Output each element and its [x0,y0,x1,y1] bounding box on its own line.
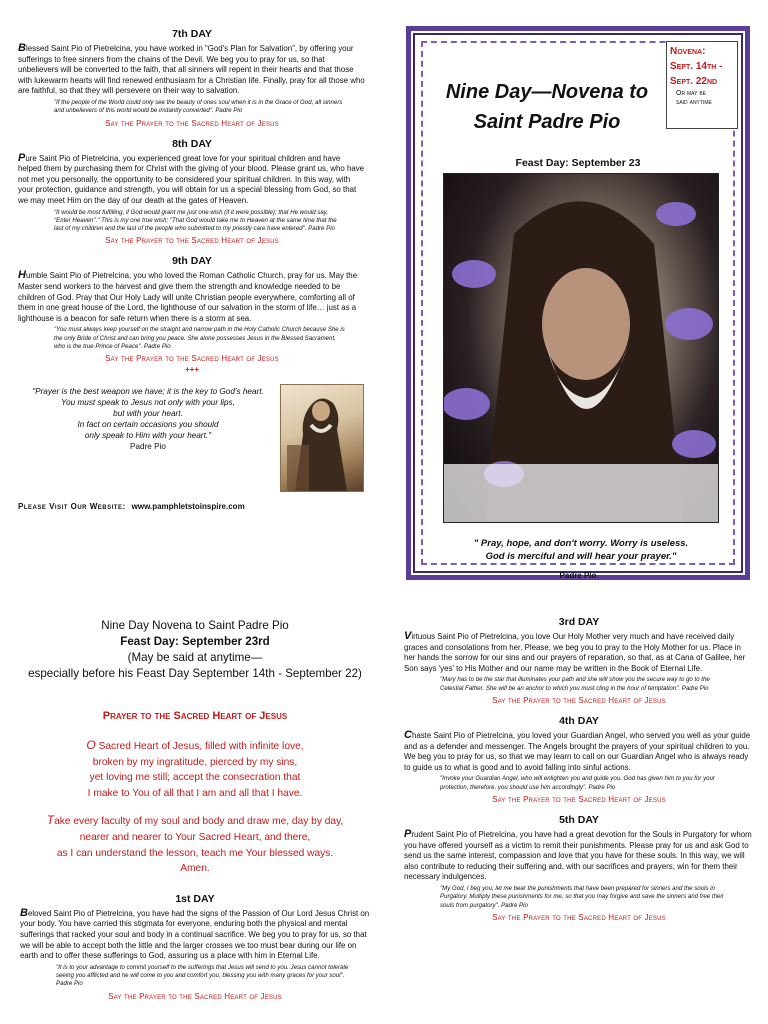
cover-quote-author: Padre Pio [559,571,597,580]
padre-pio-portrait [443,173,719,523]
day-5-heading: 5th DAY [559,813,599,826]
day-3-heading: 3rd DAY [558,616,600,628]
novena-end-date: Sept. 22nd [670,76,718,87]
day-1-quote: "It is to your advantage to commit yourself to the sufferings that Jesus will send to you. Jesus cannot tolerate seeing you afflicted and he will come to you and comfort you, blessing you with many graces for your soul". Padre Pio [56,963,349,988]
day-3-say-prayer: Say the Prayer to the Sacred Heart of Jesus [492,695,666,705]
day-4-heading: 4th DAY [559,714,599,727]
day-9-heading: 9th DAY [172,255,212,268]
padre-pio-praying-photo [280,384,364,492]
day-9-quote: "You must always keep yourself on the straight and narrow path in the Holy Catholic Church because She is the only Bride of Christ and can bring you peace. She alone possesses Jesus in the Blessed Sacrament, who is the true Prince of Peace". Padre Pio [54,326,345,350]
day-3-text: irtuous Saint Pio of Pietrelcina, you love Our Holy Mother very much and have received daily graces and consolations from her. Please, we beg you to pray to the Holy Mother for us. Place in her hands the sorrow for our sins and our prayers of reparation, so that, as at Cana of Galilee, her Son says 'yes' to His Mother and our name may be written in the Book of Eternal Life. [404,632,746,673]
weapon-quote-author: Padre Pio [130,442,166,452]
day-3-section [404,616,754,705]
website-label: Please Visit Our Website: [18,502,126,512]
intro-title: Nine Day Novena to Saint Padre Pio [101,619,289,632]
weapon-quote-line: only speak to Him with your heart." [84,431,212,441]
cover-title-line-1: Nine Day—Novena to [445,81,649,103]
day-9-say-prayer: Say the Prayer to the Sacred Heart of Jesus [105,354,279,364]
panel-days-7-9 [0,0,384,590]
intro-feast-day: Feast Day: September 23rd [120,635,270,648]
day-1-heading: 1st DAY [175,892,215,905]
prayer-line: as I can understand the lesson, teach me Your blessed ways. [56,847,334,859]
day-8-quote: "It would be most fulfilling, if God would grant me just one wish (if it were possible); that He would say, "Enter Heaven"." This is my one true wish; "That God would take me to Heaven at the same time that the last of my children and the last of the people who submitted to my priestly care have entered". Padre Pio [54,208,337,233]
weapon-quote-line: but with your heart. [113,409,183,419]
day-7-initial: B [18,42,26,54]
day-3-quote: "Mary has to be the star that illuminates your path and she will show you the secure way to go to the Celestial Father. She will be an anchor to which you must cling in the hour of temptation". Padre Pio [440,676,710,692]
cover-title [433,77,661,137]
day-8-heading: 8th DAY [172,137,212,150]
prayer-line: yet loving me still; accept the consecration that [89,772,301,784]
weapon-quote-line: You must speak to Jesus not only with your lips, [61,398,235,408]
day-3-initial: V [404,630,412,642]
weapon-quote-line: "Prayer is the best weapon we have; it is the key to God's heart. [32,387,264,397]
day-7-quote: "If the people of the World could only see the beauty of ones soul when it is in the Grace of God, all sinners and unbelievers of this world would be instantly converted". Padre Pio [54,98,343,115]
day-5-say-prayer: Say the Prayer to the Sacred Heart of Jesus [492,912,666,922]
day-9-section [18,255,366,374]
day-1-body [20,908,370,962]
novena-dates-box [666,41,738,129]
day-5-initial: P [404,827,412,840]
day-7-section [18,28,366,128]
cover-title-line-2: Saint Padre Pio [473,111,621,133]
day-4-text: haste Saint Pio of Pietrelcina, you loved your Guardian Angel, who served you well as your guide and as a defender and messenger. The Angels brought the prayers of your spiritual children to you. We beg you to pray for us, so that we may learn to call on our Guardian Angel who is always ready to guide us to what is good and to avoid falling into sinful actions. [404,730,751,772]
prayer-line: Amen. [180,863,210,875]
day-5-body [404,829,754,883]
day-4-quote: "Invoke your Guardian Angel, who will enlighten you and guide you. God has given him to you for your protection, therefore, you should use him accordingly". Padre Pio [440,775,715,791]
cover-quote-line-1: " Pray, hope, and don't worry. Worry is useless. [473,538,689,549]
website-line [18,502,366,511]
day-8-section [18,138,366,246]
cover-quote [429,537,733,563]
day-7-heading: 7th DAY [172,28,212,40]
prayer-line: Sacred Heart of Jesus, filled with infinite love, [95,741,304,752]
prayer-paragraph-1 [20,738,370,801]
prayer-p1-initial: O [86,738,96,752]
prayer-line: I make to You of all that I am and all that I have. [87,787,303,799]
day-3-body [404,631,754,674]
cover-border-frame [406,26,750,580]
panel-cover [384,0,768,590]
day-9-body [18,270,366,324]
day-8-say-prayer: Say the Prayer to the Sacred Heart of Jesus [105,236,279,246]
day-8-body [18,153,366,207]
panel-intro-prayer [0,600,384,1024]
day-1-say-prayer: Say the Prayer to the Sacred Heart of Jesus [108,991,282,1001]
weapon-quote [20,386,276,452]
intro-dates: especially before his Feast Day September 14th - September 22) [28,667,362,680]
prayer-line: nearer and nearer to Your Sacred Heart, and there, [79,831,311,843]
day-8-initial: P [18,151,26,164]
prayer-paragraph-2 [20,813,370,876]
day-4-say-prayer: Say the Prayer to the Sacred Heart of Jesus [492,794,666,804]
day-1-section [20,893,370,1001]
cover-feast-day: Feast Day: September 23 [515,157,641,169]
plus-signs: +++ [184,365,199,375]
novena-start-date: Sept. 14th - [670,61,723,72]
weapon-quote-line: In fact on certain occasions you should [77,420,219,430]
day-5-section [404,814,754,922]
intro-anytime: (May be said at anytime— [127,651,263,664]
day-9-text: umble Saint Pio of Pietrelcina, you who loved the Roman Catholic Church, pray for us. May the Master send workers to the harvest and give them the strength and knowledge needed to be children of God. Pray that Our Holy Lady will unite Christian people everywhere, comforting all of them in one great house of the Lord, the lighthouse of our salvation in the storm of life… just as a lighthouse is a beacon for safe return when there is a storm at sea. [18,271,358,323]
day-5-quote: "My God, I beg you; let me bear the punishments that have been prepared for sinners and the souls in Purgatory. Multiply these punishments for me, so that you may forgive and save the sinners and free their souls from purgatory". Padre Pio [440,884,724,909]
day-4-section [404,715,754,804]
prayer-line: ake every faculty of my soul and body and draw me, day by day, [54,816,344,828]
cover-quote-line-2: God is merciful and will hear your prayer." [485,551,677,562]
website-url[interactable]: www.pamphletstoinspire.com [131,502,245,512]
day-7-text: lessed Saint Pio of Pietrelcina, you have worked in "God's Plan for Salvation", by offering your sufferings to free sinners from the chains of the Devil. We beg you to pray for us, so that unbelievers will be converted to the faith, that all sinners will repent in their hearts and that those with lukewarm hearts will find renewed enthusiasm for a Christian life. Finally, pray for all those who are faithful, so that they will persevere on their way to salvation. [18,44,365,96]
day-4-initial: C [404,728,412,741]
day-7-body [18,43,366,97]
panel-days-3-5 [384,600,768,1024]
day-1-text: eloved Saint Pio of Pietrelcina, you have had the signs of the Passion of Our Lord Jesus Christ on your body. You have carried this stigmata for everyone, enduring both the physical and mental sufferings that racked your soul and body in a continual sacrifice. We beg you to pray for us, so that we will be able to accept both the little and the larger crosses we too must bear during our life on earth and to offer these sufferings to God, assuring us a place with him in Eternal Life. [20,908,370,961]
day-1-initial: B [20,906,28,919]
novena-anytime-2: said anytime [676,99,712,106]
novena-label: Novena: [670,46,706,57]
day-7-say-prayer: Say the Prayer to the Sacred Heart of Jesus [105,118,279,128]
day-5-text: rudent Saint Pio of Pietrelcina, you have had a great devotion for the Souls in Purgatory for whom you have offered yourself as a victim to remit their punishments. Please pray for us and ask God to send us the same interest, compassion and love that you have for these souls. In this way, we will also contribute to reducing their suffering and, with our sacrifices and prayers, win for them their necessary indulgences. [404,829,752,882]
praying-figure-illustration [281,385,363,491]
day-4-body [404,730,754,773]
portrait-illustration [444,174,718,522]
novena-anytime-1: Or may be [676,90,707,97]
day-8-text: ure Saint Pio of Pietrelcina, you experienced great love for your spiritual children and have helped them by purchasing them for Christ with the giving of your blood. Please grant us, who have not met you personally, the opportunity to be considered your spiritual children. In this way, with your protection, guidance and strength, you will obtain for us a special blessing from God, so that we may meet Him on the day of our death at the gates of Heaven. [18,153,365,205]
prayer-line: broken by my ingratitude, pierced by my sins, [92,756,298,768]
weapon-quote-block [18,384,366,480]
prayer-heading: Prayer to the Sacred Heart of Jesus [102,710,288,722]
prayer-p2-initial: T [46,813,55,828]
day-9-initial: H [18,269,26,282]
